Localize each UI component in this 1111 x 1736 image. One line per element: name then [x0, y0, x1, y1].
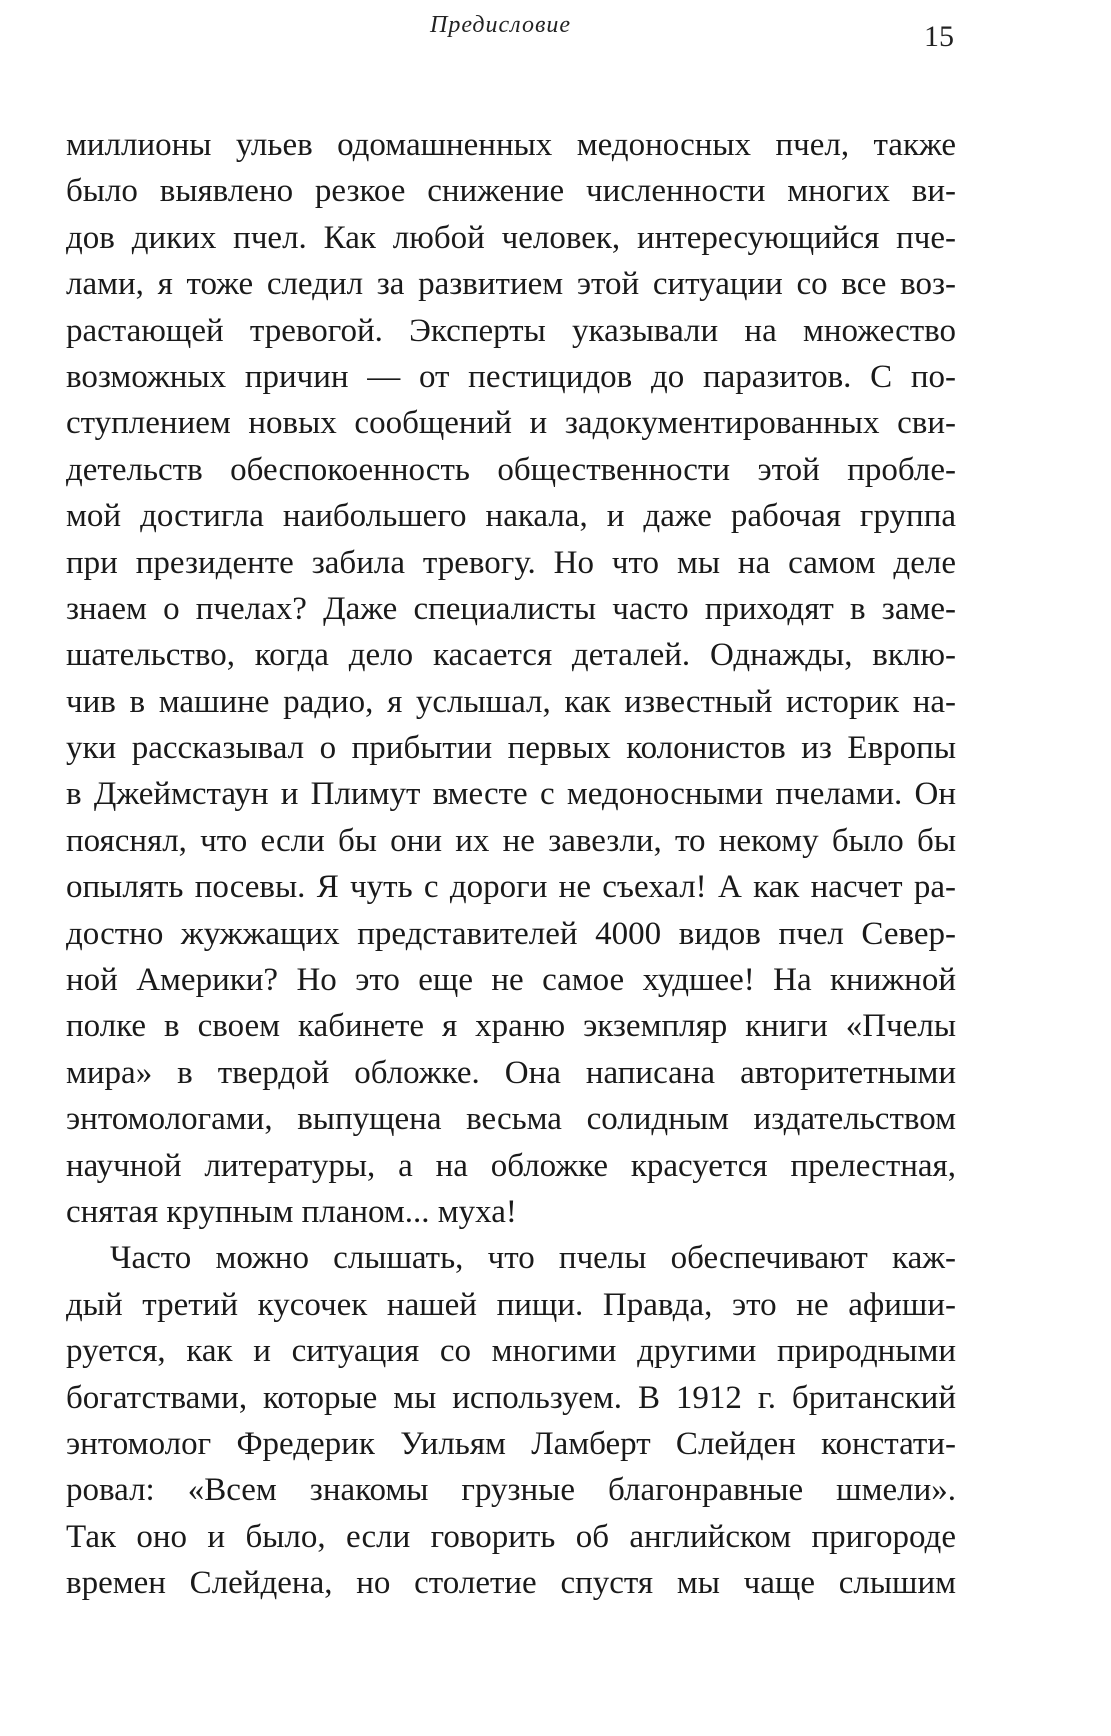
text-line: энтомолог Фредерик Уильям Ламберт Слейден констати- — [66, 1425, 956, 1462]
text-line: руется, как и ситуация со многими другими природными — [66, 1333, 956, 1370]
text-line: знаем о пчелах? Даже специалисты часто приходят в заме- — [66, 590, 956, 627]
text-line: ровал: «Всем знакомы грузные благонравные шмели». — [66, 1472, 956, 1509]
text-line: энтомологами, выпущена весьма солидным издательством — [66, 1101, 956, 1138]
text-line: мира» в твердой обложке. Она написана авторитетными — [66, 1054, 956, 1091]
text-line: полке в своем кабинете я храню экземпляр книги «Пчелы — [66, 1008, 956, 1045]
text-line: в Джеймстаун и Плимут вместе с медоносными пчелами. Он — [66, 776, 956, 813]
text-line: миллионы ульев одомашненных медоносных пчел, также — [66, 127, 956, 163]
body-text — [66, 122, 956, 1607]
text-line: богатствами, которые мы используем. В 1912 г. британский — [66, 1379, 956, 1416]
text-line: лами, я тоже следил за развитием этой ситуации со все воз- — [66, 266, 956, 303]
text-line: времен Слейдена, но столетие спустя мы чаще слышим — [66, 1565, 956, 1602]
text-line: дов диких пчел. Как любой человек, интересующийся пче- — [66, 219, 956, 256]
text-line: Так оно и было, если говорить об английском пригороде — [66, 1518, 956, 1555]
text-line: мой достигла наибольшего накала, и даже рабочая группа — [66, 498, 956, 535]
text-line: детельств обеспокоенность общественности этой пробле- — [66, 451, 956, 488]
text-line: пояснял, что если бы они их не завезли, то некому было бы — [66, 822, 956, 859]
text-line: научной литературы, а на обложке красуется прелестная, — [66, 1147, 956, 1184]
text-line: при президенте забила тревогу. Но что мы на самом деле — [66, 544, 956, 581]
text-line: было выявлено резкое снижение численности многих ви- — [66, 173, 956, 210]
text-line: опылять посевы. Я чуть с дороги не съехал! А как насчет ра- — [66, 869, 956, 906]
text-line: уки рассказывал о прибытии первых колонистов из Европы — [66, 730, 956, 767]
text-line: чив в машине радио, я услышал, как известный историк на- — [66, 683, 956, 720]
text-line: снятая крупным планом... муха! — [66, 1193, 517, 1230]
text-line: ной Америки? Но это еще не самое худшее! На книжной — [66, 962, 956, 999]
page-number: 15 — [924, 20, 954, 53]
running-title: Предисловие — [430, 12, 572, 38]
text-line: дый третий кусочек нашей пищи. Правда, это не афиши- — [66, 1286, 956, 1323]
running-head — [0, 12, 1111, 52]
text-line: шательство, когда дело касается деталей. Однажды, вклю- — [66, 637, 956, 674]
text-line: Часто можно слышать, что пчелы обеспечивают каж- — [110, 1240, 956, 1277]
text-line: ступлением новых сообщений и задокументированных сви- — [66, 405, 956, 442]
text-line: растающей тревогой. Эксперты указывали на множество — [66, 312, 956, 349]
text-line: достно жужжащих представителей 4000 видов пчел Север- — [66, 915, 956, 952]
text-line: возможных причин — от пестицидов до паразитов. С по- — [66, 358, 956, 395]
